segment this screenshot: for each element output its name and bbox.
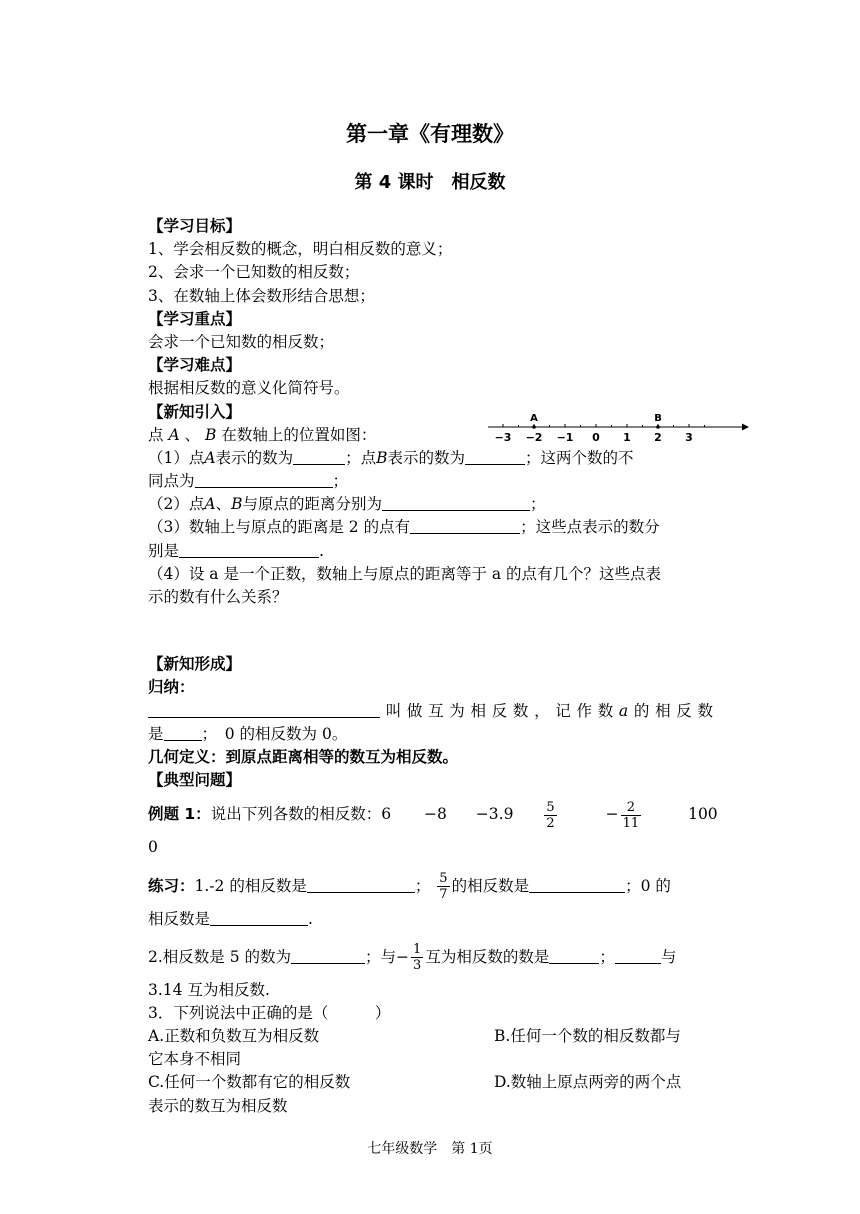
- answer-blank[interactable]: [465, 449, 525, 465]
- text: 表示的数为: [387, 448, 466, 467]
- sign: −: [605, 805, 619, 824]
- text: .: [319, 541, 324, 560]
- text: ；点: [345, 448, 377, 467]
- numerator: 5: [439, 871, 448, 886]
- answer-blank[interactable]: [195, 472, 333, 488]
- difficulty-heading: 【学习难点】: [148, 356, 242, 375]
- example-label: 例题 1：: [148, 805, 211, 824]
- denominator: 11: [622, 815, 640, 831]
- option-row-1: [148, 1025, 713, 1048]
- text: 相反数是: [148, 909, 211, 928]
- text: 与: [660, 947, 677, 966]
- question-4-cont: 示的数有什么关系？: [148, 588, 288, 606]
- answer-blank[interactable]: [293, 449, 345, 465]
- answer-blank[interactable]: [382, 495, 530, 511]
- goals-heading: 【学习目标】: [148, 217, 242, 235]
- option-row-2: [148, 1071, 713, 1094]
- option-d-cont: 表示的数互为相反数: [148, 1096, 288, 1115]
- practice-2-cont: 3.14 互为相反数.: [148, 980, 270, 999]
- answer-blank[interactable]: [615, 948, 661, 964]
- geometry-label: 几何定义：: [148, 747, 226, 766]
- text: 1.-2 的相反数是: [194, 876, 307, 895]
- denominator: 2: [546, 815, 555, 831]
- option-c: C.任何一个数都有它的相反数: [148, 1073, 351, 1092]
- text: 在数轴上的位置如图：: [221, 425, 377, 444]
- example-1: [148, 792, 718, 836]
- answer-blank[interactable]: [529, 877, 625, 893]
- numerator: 5: [546, 799, 555, 815]
- text: ；: [414, 876, 431, 895]
- answer-blank[interactable]: [210, 910, 308, 926]
- worksheet-body: [148, 215, 718, 1118]
- number: −8: [424, 805, 447, 824]
- option-b-cont: 它本身不相同: [148, 1050, 242, 1069]
- practice-label: 练习：: [148, 876, 195, 895]
- example-1-cont: 0: [148, 838, 158, 857]
- number: −3.9: [475, 805, 514, 824]
- goal-item: 2、会求一个已知数的相反数；: [148, 263, 360, 282]
- tick-label: −1: [556, 431, 574, 444]
- variable-a: a: [618, 701, 629, 720]
- text: ；与: [365, 947, 397, 966]
- text: ；: [599, 947, 615, 966]
- numerator: 1: [413, 942, 422, 958]
- focus-text: 会求一个已知数的相反数；: [148, 332, 335, 351]
- text: 、: [215, 495, 232, 514]
- number: 100: [688, 805, 718, 824]
- text: 互为相反数的数是: [425, 947, 550, 966]
- tick-label: −3: [494, 431, 512, 444]
- practice-1: [148, 864, 713, 908]
- text: 与原点的距离分别为: [242, 495, 382, 514]
- number-line: [488, 410, 750, 444]
- problems-heading: 【典型问题】: [148, 771, 242, 790]
- lesson-title: 第 4 课时 相反数: [354, 172, 506, 193]
- tick-label: 3: [685, 431, 693, 444]
- text: 说出下列各数的相反数：6: [210, 805, 392, 824]
- text: 点: [148, 425, 164, 444]
- text: ；这些点表示的数分: [520, 518, 660, 537]
- goal-item: 1、学会相反数的概念，明白相反数的意义；: [148, 240, 453, 259]
- question-3: [148, 516, 713, 539]
- answer-blank[interactable]: [291, 948, 365, 964]
- text: （3）数轴上与原点的距离是 2 的点有: [148, 518, 411, 537]
- question-4: （4）设 a 是一个正数，数轴上与原点的距离等于 a 的点有几个？这些点表: [148, 564, 662, 583]
- summary-line: [148, 700, 713, 723]
- difficulty-text: 根据相反数的意义化简符号。: [148, 379, 350, 398]
- numerator: 2: [621, 800, 642, 816]
- point-label: B: [654, 413, 662, 424]
- formation-heading: 【新知形成】: [148, 655, 242, 674]
- text: ；这两个数的不: [525, 448, 634, 467]
- tick-group: [488, 413, 705, 444]
- tick-label: 1: [623, 431, 631, 444]
- text: 的相反数是: [451, 876, 530, 895]
- axis-arrow-icon: [742, 424, 749, 431]
- denominator: 7: [439, 887, 448, 902]
- summary-label: 归纳：: [148, 678, 195, 697]
- option-d: D.数轴上原点两旁的两个点: [494, 1073, 682, 1092]
- question-2: [148, 493, 713, 516]
- text: 、: [184, 425, 201, 444]
- point-a-label: A: [204, 448, 216, 467]
- option-a: A.正数和负数互为相反数: [148, 1027, 320, 1046]
- denominator: 3: [413, 958, 422, 974]
- point-marker: [532, 425, 536, 429]
- point-a-label: A: [204, 495, 216, 514]
- text: ；: [332, 472, 349, 491]
- fraction: [437, 871, 449, 902]
- fraction: [411, 942, 423, 973]
- tick-label: 0: [592, 431, 600, 444]
- chapter-title: 第一章《有理数》: [346, 122, 514, 146]
- practice-3: 3．下列说法中正确的是（ ）: [148, 1003, 391, 1022]
- answer-blank[interactable]: [410, 518, 520, 534]
- text: ；0 的: [625, 876, 671, 895]
- summary-line-2: [148, 723, 713, 746]
- practice-2: [148, 935, 713, 979]
- point-b-label: B: [376, 448, 388, 467]
- text: 的相反数: [628, 701, 713, 720]
- goal-item: 3、在数轴上体会数形结合思想；: [148, 286, 375, 305]
- sign: −: [396, 947, 410, 966]
- point-label: A: [530, 413, 538, 424]
- tick-label: 2: [654, 431, 662, 444]
- text: （1）点: [148, 448, 205, 467]
- practice-1-cont: [148, 908, 713, 931]
- page-footer: 七年级数学 第 1页: [367, 1141, 493, 1157]
- geometry-definition: [148, 746, 713, 769]
- answer-blank[interactable]: [148, 702, 380, 718]
- text: （2）点: [148, 495, 205, 514]
- tick-label: −2: [525, 431, 543, 444]
- text: 叫做互为相反数，记作数: [380, 701, 619, 720]
- point-b-label: B: [205, 425, 217, 444]
- question-1: [148, 447, 713, 470]
- geometry-text: 到原点距离相等的数互为相反数。: [225, 747, 459, 766]
- point-marker: [656, 425, 660, 429]
- text: 同点为: [148, 472, 195, 491]
- text: ；: [530, 495, 546, 514]
- fraction: [621, 800, 642, 831]
- question-3-cont: [148, 540, 713, 563]
- text: 别是: [148, 541, 180, 560]
- answer-blank[interactable]: [164, 725, 202, 741]
- intro-heading: 【新知引入】: [148, 402, 242, 421]
- answer-blank[interactable]: [549, 948, 599, 964]
- text: ； 0 的相反数为 0。: [201, 724, 348, 743]
- answer-blank[interactable]: [179, 542, 319, 558]
- option-b: B.任何一个数的相反数都与: [494, 1027, 681, 1046]
- text: 是: [148, 724, 164, 743]
- point-a-label: A: [168, 425, 180, 444]
- text: 表示的数为: [215, 448, 294, 467]
- focus-heading: 【学习重点】: [148, 309, 242, 328]
- question-1-cont: [148, 470, 713, 493]
- text: .: [308, 909, 313, 928]
- text: 2.相反数是 5 的数为: [148, 947, 292, 966]
- fraction: [544, 800, 556, 831]
- answer-blank[interactable]: [307, 877, 415, 893]
- point-b-label: B: [231, 495, 243, 514]
